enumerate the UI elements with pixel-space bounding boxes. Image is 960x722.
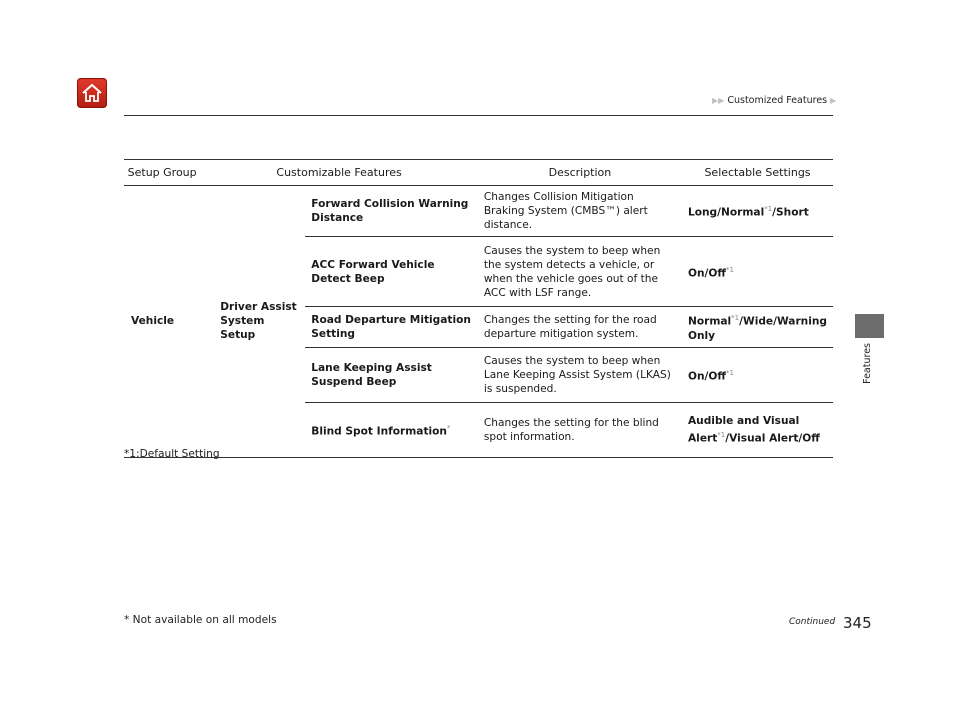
setting-option: Audible and Visual Alert [687, 414, 800, 445]
option-separator: / [739, 315, 744, 328]
table-header-row [124, 160, 833, 186]
feature-name-cell [305, 186, 478, 237]
feature-description: Causes the system to beep when Lane Keeping Assist System (LKAS) is suspended. [478, 347, 682, 402]
default-marker: *1 [731, 314, 740, 322]
column-header: Customizable Features [200, 160, 478, 186]
availability-note: * Not available on all models [124, 614, 277, 626]
default-marker: *1 [726, 265, 734, 274]
setting-option: Long [687, 206, 718, 219]
feature-name-cell [305, 237, 478, 307]
setting-option: Wide [743, 315, 774, 328]
selectable-settings-cell [682, 402, 833, 457]
feature-description: Changes the setting for the road departure mitigation system. [478, 307, 682, 348]
option-separator: / [704, 370, 709, 383]
setting-option: Normal [687, 315, 732, 328]
column-header: Selectable Settings [682, 160, 833, 186]
feature-description: Changes the setting for the blind spot information. [478, 402, 682, 457]
feature-name-cell [305, 307, 478, 348]
feature-name-cell [305, 402, 478, 457]
option-separator: / [725, 432, 730, 445]
default-marker: *1 [764, 205, 773, 214]
setting-option: Off [802, 432, 820, 445]
setting-option: Off [708, 267, 727, 280]
feature-name: Blind Spot Information [311, 425, 447, 438]
selectable-settings-cell [682, 307, 833, 348]
column-header: Description [478, 160, 682, 186]
option-separator: / [798, 432, 803, 445]
feature-name: Road Departure Mitigation Setting [311, 313, 471, 340]
option-separator: / [717, 206, 722, 219]
feature-name: ACC Forward Vehicle Detect Beep [311, 258, 435, 285]
selectable-settings-cell [682, 237, 833, 307]
feature-name: Forward Collision Warning Distance [311, 198, 469, 224]
setting-option: On [687, 370, 705, 383]
option-separator: / [773, 315, 777, 328]
setup-group-cell: Vehicle [124, 186, 200, 458]
selectable-settings-cell [682, 347, 833, 402]
page-number: 345 [843, 614, 872, 632]
continued-label: Continued [789, 617, 836, 627]
option-separator: / [772, 206, 777, 219]
customization-table [124, 159, 833, 458]
feature-name-cell [305, 347, 478, 402]
default-marker: *1 [717, 430, 726, 439]
setup-subgroup-cell: Driver Assist System Setup [200, 186, 305, 458]
section-tab-label: Features [862, 343, 873, 384]
feature-description: Changes Collision Mitigation Braking System (CMBS™) alert distance. [478, 186, 682, 237]
home-icon[interactable] [77, 78, 107, 108]
triangle-right-icon: ▶ [830, 96, 837, 105]
setting-option: On [687, 267, 705, 280]
triangle-right-icon: ▶▶ [712, 96, 725, 105]
table-row [124, 186, 833, 237]
header-rule [124, 115, 833, 116]
selectable-settings-cell [682, 186, 833, 237]
breadcrumb [712, 95, 836, 106]
breadcrumb-label[interactable]: Customized Features [727, 95, 828, 106]
feature-name: Lane Keeping Assist Suspend Beep [311, 361, 432, 388]
availability-marker: * [446, 423, 451, 432]
setting-option: Short [776, 206, 809, 219]
setting-option: Normal [721, 206, 765, 219]
setting-option: Visual Alert [729, 432, 799, 445]
default-marker: *1 [726, 368, 734, 377]
section-tab[interactable] [855, 314, 884, 338]
feature-description: Causes the system to beep when the system detects a vehicle, or when the vehicle goes out of the ACC with LSF range. [478, 237, 682, 307]
setting-option: Warning Only [687, 315, 827, 342]
option-separator: / [704, 267, 709, 280]
column-header: Setup Group [124, 160, 200, 186]
setting-option: Off [708, 370, 727, 383]
default-setting-footnote: *1:Default Setting [124, 448, 220, 460]
